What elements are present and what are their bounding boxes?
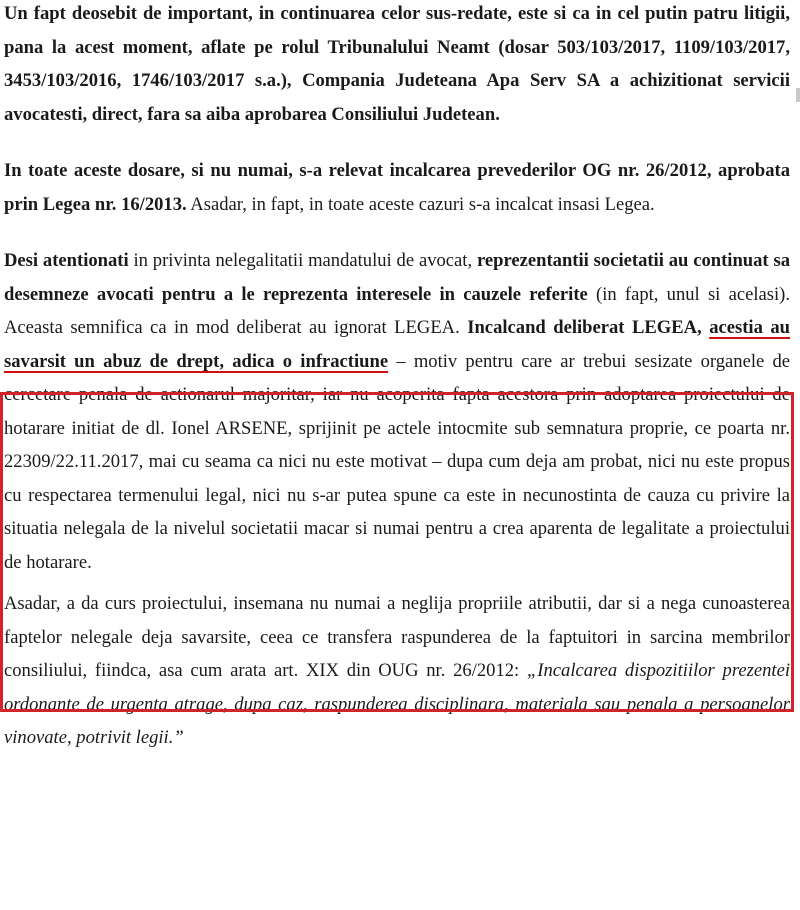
paragraph-4 [4,587,790,755]
paragraph-2-normal: Asadar, in fapt, in toate aceste cazuri s-a incalcat insasi Legea. [186,193,655,215]
paragraph-2 [4,154,790,221]
paragraph-4-normal: Asadar, a da curs proiectului, insemana nu numai a neglija propriile atributii, dar si a nega cunoasterea faptelor nelegale deja savarsite, ceea ce transfera raspunderea de la faptuitori in sarcina membrilor consiliului, fiindca, asa cum arata art. XIX din OUG nr. 26/2012: [4,593,790,681]
paragraph-3-normal-3: – motiv pentru care ar trebui sesizate organele de cercetare penala de actionarul majoritar, iar nu acoperita fapta acestora prin adoptarea proiectului de hotarare initiat de dl. Ionel ARSENE, sprijinit pe actele intocmite sub semnatura proprie, ce poarta nr. 22309/22.11.2017, mai cu seama ca nici nu este motivat – dupa cum deja am probat, nici nu este propus cu respectarea termenului legal, nici nu s-ar putea spune ca este in necunostinta de cauza cu privire la situatia nelegala de la nivelul societatii macar si numai pentru a crea aparenta de legalitate a proiectului de hotarare. [4,350,791,573]
paragraph-2-bold: In toate aceste dosare, si nu numai, s-a relevat incalcarea prevederilor OG nr. 26/2012, aprobata prin Legea nr. 16/2013. [4,160,790,215]
paragraph-4-quote: „Incalcarea dispozitiilor prezentei ordonante de urgenta atrage, dupa caz, raspunderea disciplinara, materiala sau penala a persoanelor vinovate, potrivit legii.” [4,660,790,748]
paragraph-1-text: Un fapt deosebit de important, in continuarea celor sus-redate, este si ca in cel putin patru litigii, pana la acest moment, aflate pe rolul Tribunalului Neamt (dosar 503/103/2017, 1109/103/2017, 3453/103/2016, 1746/103/2017 s.a.), Compania Judeteana Apa Serv SA a achizitionat servicii avocatesti, direct, fara sa aiba aprobarea Consiliului Judetean. [4,3,790,125]
margin-mark [796,88,800,102]
paragraph-3-normal-1: in privinta nelegalitatii mandatului de avocat, [128,250,477,271]
paragraph-3-underlined-phrase: acestia au savarsit un abuz de drept, adica o infractiune [4,317,790,372]
paragraph-3-bold-3: Incalcand deliberat LEGEA, [467,317,710,338]
document-page [4,0,790,755]
paragraph-3-normal-2: (in fapt, unul si acelasi). Aceasta semnifica ca in mod deliberat au ignorat LEGEA. [4,283,790,338]
paragraph-3-bold-1: Desi atentionati [4,250,129,271]
paragraph-3-bold-2: reprezentantii societatii au continuat sa desemneze avocati pentru a le reprezenta interesele in cauzele referite [4,250,790,305]
paragraph-3 [4,244,790,579]
paragraph-1 [4,0,790,131]
